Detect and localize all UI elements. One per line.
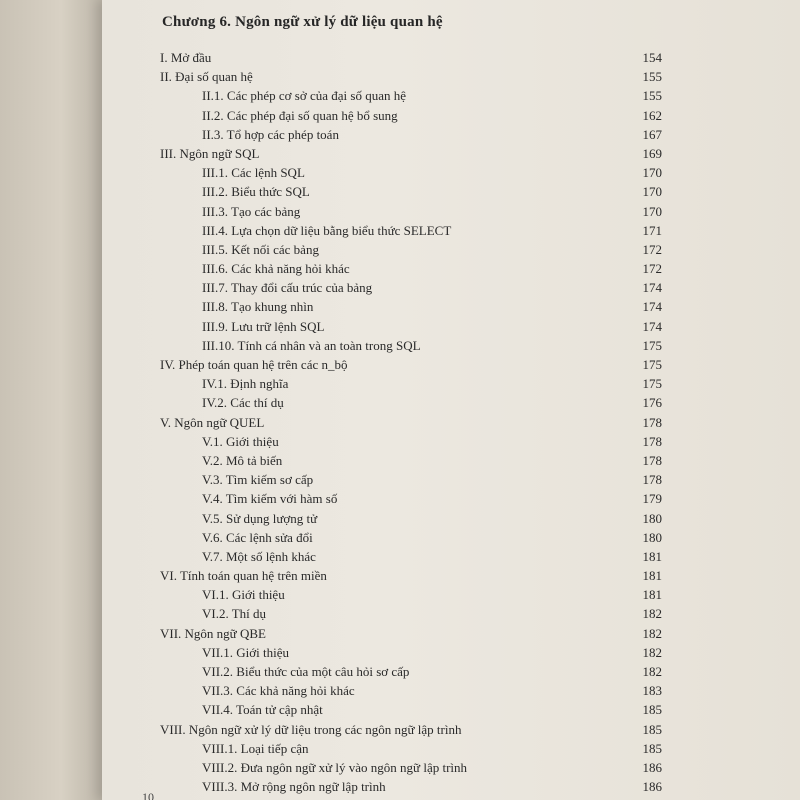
toc-entry-label: VIII. Ngôn ngữ xử lý dữ liệu trong các ngôn ngữ lập trình	[160, 721, 462, 737]
toc-entry-label: VII. Ngôn ngữ QBE	[160, 625, 266, 641]
toc-page-number: 178	[642, 452, 662, 468]
toc-entry-label: III.3. Tạo các bảng	[202, 203, 301, 219]
toc-entry-label: VI.2. Thí dụ	[202, 606, 267, 622]
toc-entry-label: III.6. Các khả năng hỏi khác	[202, 261, 350, 277]
toc-subsection-row	[102, 221, 800, 240]
toc-entry-label: IV.2. Các thí dụ	[202, 395, 284, 411]
toc-subsection-row	[102, 374, 800, 393]
toc-entry-label: III.1. Các lệnh SQL	[202, 165, 305, 181]
toc-section-row	[102, 355, 800, 374]
toc-subsection-row	[102, 489, 800, 508]
book-page	[102, 0, 800, 800]
toc-entry-label: III.7. Thay đổi cấu trúc của bảng	[202, 280, 373, 296]
toc-entry-label: III.9. Lưu trữ lệnh SQL	[202, 318, 325, 334]
toc-page-number: 185	[642, 702, 662, 718]
toc-entry-label: VII.4. Toán tử cập nhật	[202, 702, 323, 718]
toc-page-number: 154	[642, 50, 662, 65]
toc-subsection-row	[102, 317, 800, 336]
toc-page-number: 162	[642, 107, 662, 123]
toc-subsection-row	[102, 777, 800, 796]
toc-page-number: 175	[642, 337, 662, 353]
toc-entry-label: VIII.1. Loại tiếp cận	[202, 740, 309, 756]
toc-page-number: 186	[642, 779, 662, 795]
toc-subsection-row	[102, 336, 800, 355]
toc-subsection-row	[102, 202, 800, 221]
toc-entry-label: II.3. Tổ hợp các phép toán	[202, 126, 339, 142]
toc-page-number: 174	[642, 299, 662, 315]
toc-page-number: 174	[642, 280, 662, 296]
toc-page-number: 172	[642, 261, 662, 277]
toc-subsection-row	[102, 163, 800, 182]
page-number-footer: 10	[142, 790, 154, 800]
toc-page-number: 178	[642, 433, 662, 449]
toc-page-number: 155	[642, 69, 662, 85]
toc-section-row	[102, 67, 800, 86]
toc-entry-label: V.3. Tìm kiếm sơ cấp	[202, 472, 314, 488]
toc-section-row	[102, 624, 800, 643]
toc-page-number: 180	[642, 510, 662, 526]
toc-entry-label: III.2. Biểu thức SQL	[202, 184, 310, 200]
toc-page-number: 181	[642, 548, 662, 564]
toc-subsection-row	[102, 240, 800, 259]
toc-subsection-row	[102, 662, 800, 681]
toc-subsection-row	[102, 259, 800, 278]
toc-subsection-row	[102, 700, 800, 719]
toc-page-number: 178	[642, 414, 662, 430]
toc-page-number: 186	[642, 759, 662, 775]
toc-entry-label: VIII.3. Mở rộng ngôn ngữ lập trình	[202, 779, 386, 795]
toc-subsection-row	[102, 106, 800, 125]
toc-page-number: 170	[642, 165, 662, 181]
toc-subsection-row	[102, 604, 800, 623]
toc-page-number: 179	[642, 491, 662, 507]
toc-subsection-row	[102, 393, 800, 412]
toc-entry-label: III.10. Tính cá nhân và an toàn trong SQL	[202, 337, 421, 353]
toc-entry-label: IV.1. Định nghĩa	[202, 376, 289, 392]
toc-page-number: 178	[642, 472, 662, 488]
toc-page-number: 167	[642, 126, 662, 142]
toc-entry-label: III.8. Tạo khung nhìn	[202, 299, 314, 315]
toc-entry-label: V. Ngôn ngữ QUEL	[160, 414, 265, 430]
toc-subsection-row	[102, 758, 800, 777]
toc-subsection-row	[102, 585, 800, 604]
toc-section-row	[102, 720, 800, 739]
toc-entry-label: V.7. Một số lệnh khác	[202, 548, 316, 564]
toc-page-number: 171	[642, 222, 662, 238]
toc-page-number: 182	[642, 606, 662, 622]
toc-entry-label: V.2. Mô tả biến	[202, 452, 283, 468]
toc-entry-label: V.4. Tìm kiếm với hàm số	[202, 491, 338, 507]
toc-subsection-row	[102, 643, 800, 662]
toc-entry-label: IV. Phép toán quan hệ trên các n_bộ	[160, 357, 348, 372]
toc-page-number: 172	[642, 241, 662, 257]
toc-section-row	[102, 144, 800, 163]
toc-entry-label: VII.2. Biểu thức của một câu hỏi sơ cấp	[202, 664, 410, 679]
toc-entry-label: VIII.2. Đưa ngôn ngữ xử lý vào ngôn ngữ lập trình	[202, 759, 468, 775]
toc-subsection-row	[102, 470, 800, 489]
toc-entry-label: III.4. Lựa chọn dữ liệu bằng biểu thức SELECT	[202, 222, 452, 238]
toc-page-number: 183	[642, 683, 662, 699]
toc-page-number: 180	[642, 529, 662, 545]
toc-entry-label: II.2. Các phép đại số quan hệ bổ sung	[202, 107, 398, 123]
toc-page-number: 181	[642, 587, 662, 603]
toc-entry-label: V.1. Giới thiệu	[202, 433, 279, 449]
toc-subsection-row	[102, 681, 800, 700]
toc-page-number: 185	[642, 721, 662, 737]
toc-section-row	[102, 413, 800, 432]
toc-page-number: 182	[642, 625, 662, 641]
toc-page-number: 182	[642, 664, 662, 679]
book-spine-shadow	[0, 0, 102, 800]
toc-entry-label: VI.1. Giới thiệu	[202, 587, 285, 603]
toc-entry-label: II.1. Các phép cơ sở của đại số quan hệ	[202, 88, 406, 104]
toc-page-number: 169	[642, 145, 662, 161]
toc-entry-label: II. Đại số quan hệ	[160, 69, 253, 85]
toc-entry-label: VII.1. Giới thiệu	[202, 644, 290, 660]
toc-subsection-row	[102, 182, 800, 201]
toc-subsection-row	[102, 451, 800, 470]
toc-entry-label: VII.3. Các khả năng hỏi khác	[202, 683, 355, 699]
toc-subsection-row	[102, 125, 800, 144]
toc-subsection-row	[102, 528, 800, 547]
toc-page-number: 182	[642, 644, 662, 660]
toc-entry-label: III.5. Kết nối các bảng	[202, 241, 319, 257]
toc-entry-label: VI. Tính toán quan hệ trên miền	[160, 568, 327, 584]
toc-page-number: 176	[642, 395, 662, 411]
toc-subsection-row	[102, 432, 800, 451]
toc-section-row	[102, 566, 800, 585]
toc-entry-label: V.5. Sử dụng lượng tử	[202, 510, 318, 526]
toc-entry-label: V.6. Các lệnh sửa đổi	[202, 529, 313, 545]
toc-page-number: 175	[642, 376, 662, 392]
chapter-title: Chương 6. Ngôn ngữ xử lý dữ liệu quan hệ	[162, 14, 443, 30]
toc-page-number: 181	[642, 568, 662, 584]
toc-subsection-row	[102, 297, 800, 316]
toc-entry-label: III. Ngôn ngữ SQL	[160, 145, 260, 161]
toc-page-number: 170	[642, 184, 662, 200]
toc-subsection-row	[102, 547, 800, 566]
toc-page-number: 155	[642, 88, 662, 104]
toc-subsection-row	[102, 509, 800, 528]
toc-subsection-row	[102, 86, 800, 105]
toc-entry-label: I. Mở đầu	[160, 50, 212, 65]
toc-subsection-row	[102, 278, 800, 297]
toc-page-number: 170	[642, 203, 662, 219]
table-of-contents	[102, 48, 800, 796]
toc-page-number: 175	[642, 357, 662, 372]
toc-page-number: 185	[642, 740, 662, 756]
toc-page-number: 174	[642, 318, 662, 334]
toc-subsection-row	[102, 739, 800, 758]
toc-section-row	[102, 48, 800, 67]
